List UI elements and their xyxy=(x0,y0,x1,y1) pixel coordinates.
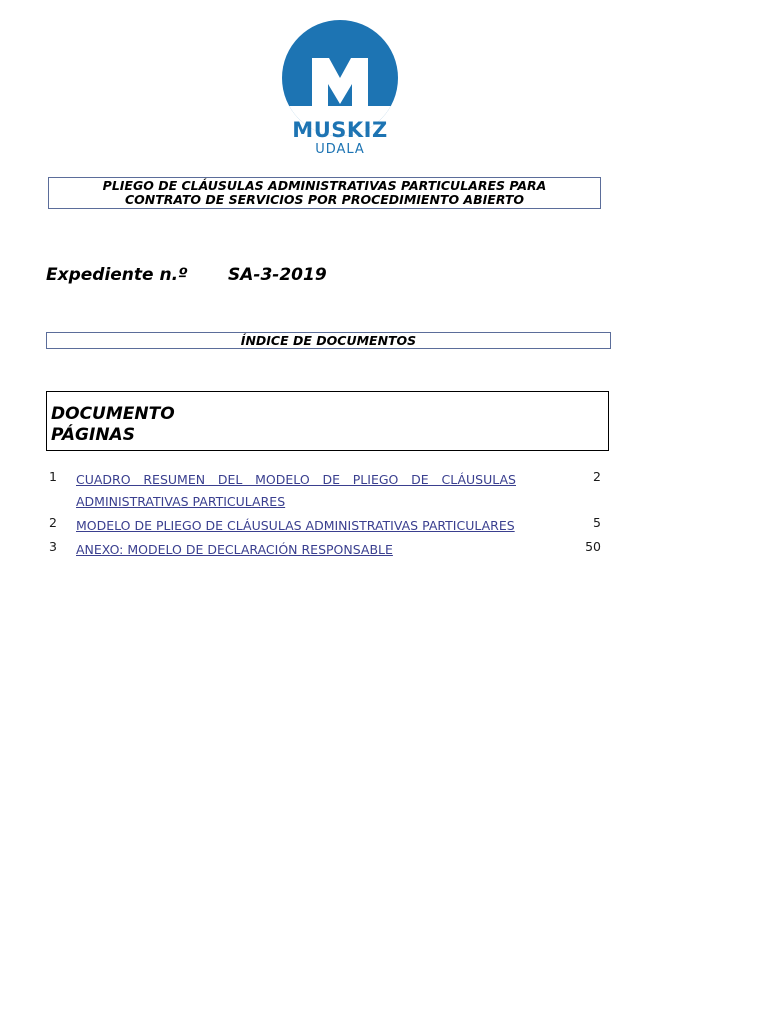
muskiz-logo xyxy=(278,18,402,160)
item-page: 5 xyxy=(593,515,601,530)
item-number: 3 xyxy=(49,539,57,554)
table-header xyxy=(46,391,609,451)
document-title-box xyxy=(48,177,601,209)
header-documento: DOCUMENTO xyxy=(51,404,175,424)
document-link[interactable]: MODELO DE PLIEGO DE CLÁUSULAS ADMINISTRATIVAS PARTICULARES xyxy=(76,518,515,533)
logo-name: MUSKIZ xyxy=(292,118,388,142)
document-link[interactable]: CUADRO RESUMEN DEL MODELO DE PLIEGO DE CLÁUSULAS ADMINISTRATIVAS PARTICULARES xyxy=(76,472,516,509)
item-number: 2 xyxy=(49,515,57,530)
expediente-code: SA-3-2019 xyxy=(228,265,327,285)
header-paginas: PÁGINAS xyxy=(51,425,135,445)
document-link[interactable]: ANEXO: MODELO DE DECLARACIÓN RESPONSABLE xyxy=(76,542,393,557)
list-item xyxy=(46,469,606,513)
indice-heading: ÍNDICE DE DOCUMENTOS xyxy=(46,332,611,349)
expediente xyxy=(46,265,327,285)
title-line-1: PLIEGO DE CLÁUSULAS ADMINISTRATIVAS PARTICULARES PARA xyxy=(102,178,547,193)
item-page: 2 xyxy=(593,469,601,484)
logo-sub: UDALA xyxy=(315,142,365,157)
list-item xyxy=(46,539,606,561)
title-line-2: CONTRATO DE SERVICIOS POR PROCEDIMIENTO ABIERTO xyxy=(124,192,525,207)
item-number: 1 xyxy=(49,469,57,484)
item-page: 50 xyxy=(585,539,601,554)
list-item xyxy=(46,515,606,537)
expediente-label: Expediente n.º xyxy=(46,265,188,285)
document-list xyxy=(46,469,606,563)
